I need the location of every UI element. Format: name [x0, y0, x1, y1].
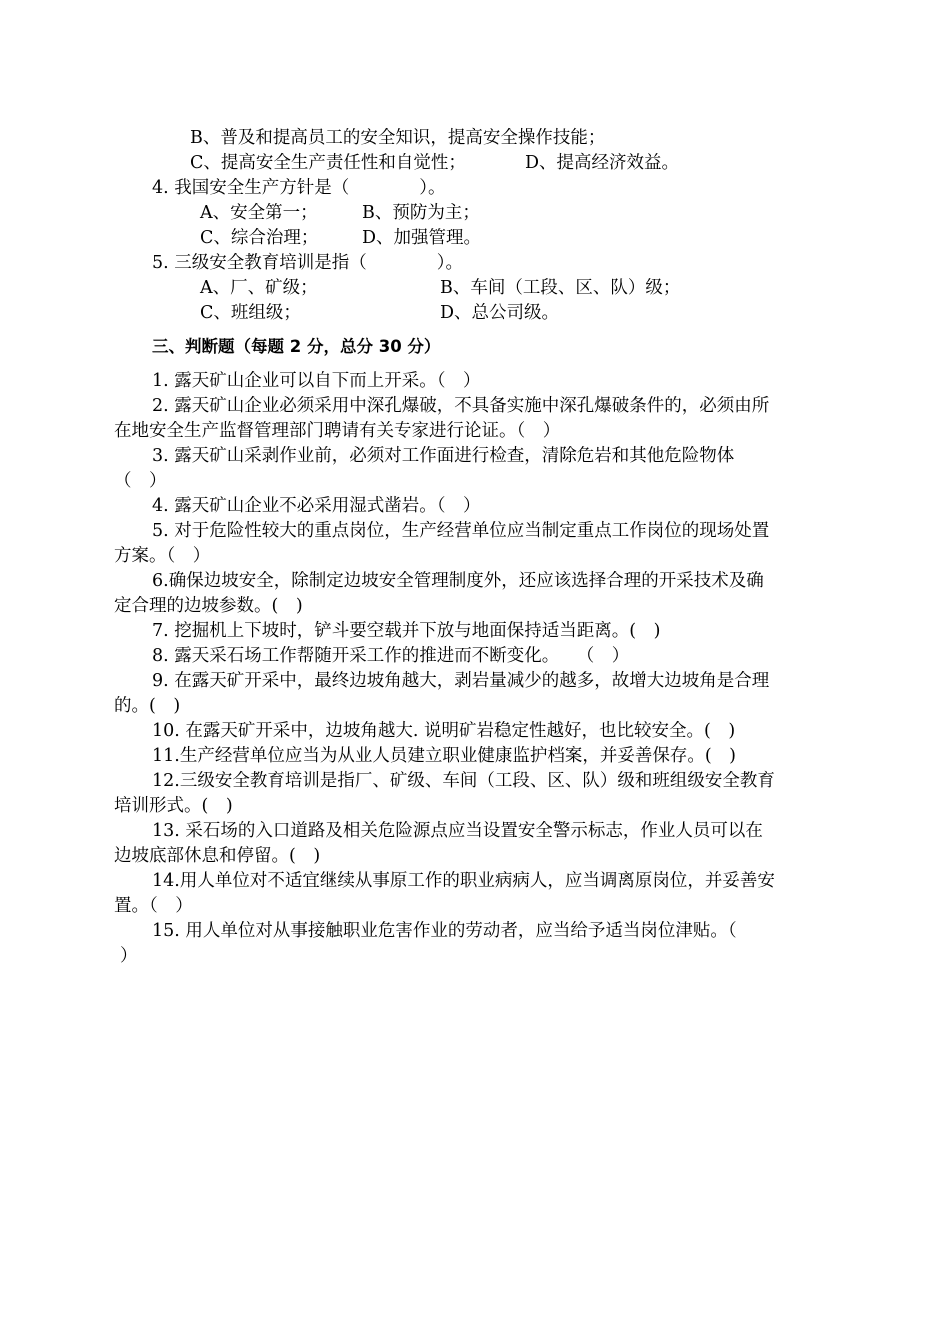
tf-line: 3. 露天矿山采剥作业前，必须对工作面进行检查，清除危岩和其他危险物体: [152, 446, 735, 466]
q4-option-c: C、综合治理；: [200, 228, 319, 248]
q5-option-b: B、车间（工段、区、队）级；: [440, 278, 681, 298]
section-title: 三、判断题（每题 2 分，总分 30 分）: [152, 337, 441, 356]
q3-option-b: B、普及和提高员工的安全知识，提高安全操作技能；: [190, 128, 606, 148]
q3-option-d: D、提高经济效益。: [525, 153, 680, 173]
tf-line: ）: [120, 946, 138, 966]
tf-line: 6.确保边坡安全，除制定边坡安全管理制度外，还应该选择合理的开采技术及确: [152, 571, 764, 591]
tf-line: 14.用人单位对不适宜继续从事原工作的职业病病人，应当调离原岗位，并妥善安: [152, 871, 775, 891]
tf-line: 5. 对于危险性较大的重点岗位，生产经营单位应当制定重点工作岗位的现场处置: [152, 521, 770, 541]
tf-line: 边坡底部休息和停留。( ): [114, 846, 321, 866]
q5-option-a: A、厂、矿级；: [200, 278, 318, 298]
tf-line: 1. 露天矿山企业可以自下而上开采。（ ）: [152, 371, 481, 391]
tf-line: 8. 露天采石场工作帮随开采工作的推进而不断变化。 （ ）: [152, 646, 630, 666]
tf-line: （ ）: [114, 471, 167, 491]
tf-line: 7. 挖掘机上下坡时，铲斗要空载并下放与地面保持适当距离。( ): [152, 621, 661, 641]
q5-stem: 5. 三级安全教育培训是指（ ）。: [152, 253, 464, 273]
q5-option-c: C、班组级；: [200, 303, 301, 323]
tf-line: 定合理的边坡参数。( ): [114, 596, 303, 616]
q5-option-d: D、总公司级。: [440, 303, 560, 323]
tf-line: 4. 露天矿山企业不必采用湿式凿岩。（ ）: [152, 496, 481, 516]
q4-option-a: A、安全第一；: [200, 203, 318, 223]
tf-line: 置。（ ）: [114, 896, 193, 916]
q4-option-d: D、加强管理。: [362, 228, 482, 248]
tf-line: 方案。（ ）: [114, 546, 211, 566]
tf-line: 13. 采石场的入口道路及相关危险源点应当设置安全警示标志，作业人员可以在: [152, 821, 763, 841]
q4-option-b: B、预防为主；: [362, 203, 480, 223]
tf-line: 培训形式。( ): [114, 796, 233, 816]
tf-line: 11.生产经营单位应当为从业人员建立职业健康监护档案，并妥善保存。( ): [152, 746, 736, 766]
tf-line: 15. 用人单位对从事接触职业危害作业的劳动者，应当给予适当岗位津贴。（: [152, 921, 737, 941]
q3-option-c: C、提高安全生产责任性和自觉性；: [190, 153, 466, 173]
q4-stem: 4. 我国安全生产方针是（ ）。: [152, 178, 446, 198]
tf-line: 12.三级安全教育培训是指厂、矿级、车间（工段、区、队）级和班组级安全教育: [152, 771, 775, 791]
tf-line: 在地安全生产监督管理部门聘请有关专家进行论证。（ ）: [114, 421, 561, 441]
tf-line: 的。( ): [114, 696, 181, 716]
tf-line: 2. 露天矿山企业必须采用中深孔爆破，不具备实施中深孔爆破条件的，必须由所: [152, 396, 770, 416]
tf-line: 10. 在露天矿开采中，边坡角越大. 说明矿岩稳定性越好，也比较安全。( ): [152, 721, 736, 741]
tf-line: 9. 在露天矿开采中，最终边坡角越大，剥岩量减少的越多，故增大边坡角是合理: [152, 671, 770, 691]
